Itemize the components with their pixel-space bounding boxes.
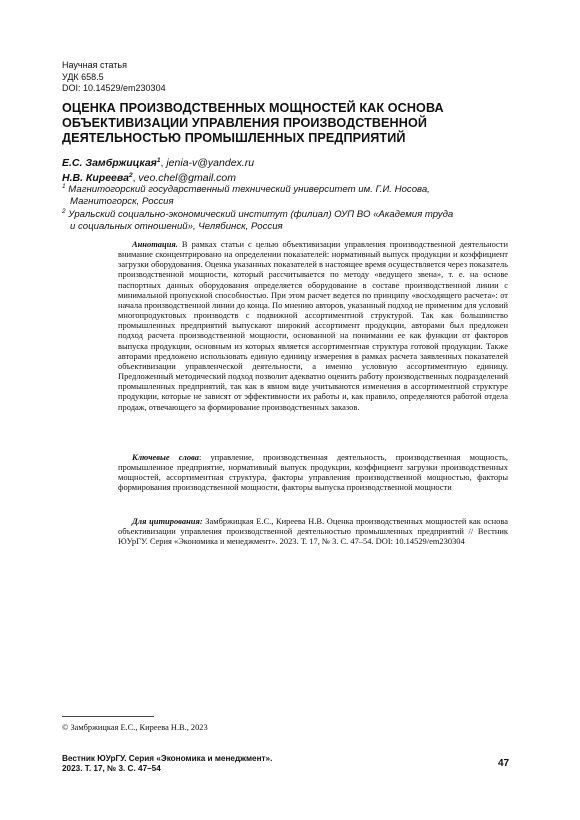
author-name: Н.В. Киреева bbox=[62, 171, 129, 184]
citation bbox=[118, 516, 508, 546]
author-email[interactable]: jenia-v@yandex.ru bbox=[166, 157, 255, 169]
citation-label: Для цитирования: bbox=[132, 516, 203, 526]
article-type: Научная статья bbox=[62, 60, 127, 70]
abstract-text: В рамках статьи с целью объективизации управления производственной деятельности внимание сконцентрировано на определении показателей: нормативный выпуск продукции и коэффициент загрузки оборудования. Оценка указанных показателей в настоящее время осуществляется через показатель производственной мощности, который рассчитывается по методу «ведущего звена», т. е. на основе паспортных данных оборудования определяется оборудование в составе производственной линии с минимальной пропускной способностью. При этом расчет ведется по принципу «восходящего расчета»: от начала производственной линии до конца. По мнению авторов, указанный подход не применим для условий многопродуктовых производств с подвижной ассортиментной структурой. Так как большинство промышленных предприятий выпускают широкий ассортимент продукции, авторами был предложен подход расчета производственной мощности, основанной на понимании ее как функции от факторов выпуска продукции, основным из которых является ассортиментная структура готовой продукции. Также авторами предложено использовать единую единицу измерения в рамках расчета заявленных показателей объективизации управленческой деятельности, а именно условную ассортиментную единицу. Предложенный методический подход позволит адекватно оценить работу производственных подразделений промышленных предприятий, так как в явном виде учитываются изменения в ассортиментной структуре продукции, которые не зависят от эффективности их работы и, как правило, определяются работой отдела продаж, отвечающего за формирование производственных заказов. bbox=[118, 239, 509, 412]
author-2: Н.В. Киреева$^2$, veo.chel@gmail.com bbox=[62, 171, 237, 184]
page-footer bbox=[62, 754, 272, 775]
affiliation-mark: 2 bbox=[62, 207, 66, 215]
affiliation-2 bbox=[62, 209, 532, 221]
keywords bbox=[118, 452, 508, 493]
citation-text: Замбржицкая Е.С., Киреева Н.В. Оценка производственных мощностей как основа объективизации управления производственной деятельностью промышленных предприятий // Вестник ЮУрГУ. Серия «Экономика и менеджмент». 2023. Т. 17, № 3. С. 47–54. DOI: 10.14529/em230304 bbox=[118, 516, 508, 547]
affiliation-1 bbox=[62, 184, 532, 196]
keywords-text: : управление, производственная деятельность, производственная мощность, промышленное предприятие, нормативный выпуск продукции, коэффициент загрузки производственных мощностей, ассортиментная структура, факторы управления производственной мощностью, факторы формирования производственной мощности, факторы выпуска производственной мощности bbox=[118, 452, 509, 493]
doi: DOI: 10.14529/em230304 bbox=[62, 83, 166, 93]
author-list bbox=[62, 156, 254, 185]
affiliation-line: Магнитогорск, Россия bbox=[70, 196, 174, 208]
author-email[interactable]: veo.chel@gmail.com bbox=[138, 171, 237, 184]
article-meta bbox=[62, 60, 166, 95]
affiliation-mark: 1 bbox=[62, 183, 66, 190]
abstract-label: Аннотация. bbox=[132, 239, 178, 249]
affiliation-line: Уральский социально-экономический институт (филиал) ОУП ВО «Академия труда bbox=[68, 208, 454, 220]
copyright: © Замбржицкая Е.С., Киреева Н.В., 2023 bbox=[62, 723, 208, 732]
page-number: 47 bbox=[498, 758, 510, 769]
affiliation-line: Магнитогорский государственный технический университет им. Г.И. Носова, bbox=[68, 184, 430, 195]
author-1: Е.С. Замбржицкая$^1$, jenia-v@yandex.ru bbox=[62, 157, 255, 169]
affiliation-list bbox=[62, 184, 532, 233]
udc-code: УДК 658.5 bbox=[62, 71, 104, 82]
footer-issue: 2023. Т. 17, № 3. С. 47–54 bbox=[62, 764, 161, 774]
author-affil-mark: 1 bbox=[156, 157, 161, 164]
article-title: ОЦЕНКА ПРОИЗВОДСТВЕННЫХ МОЩНОСТЕЙ КАК ОСНОВА ОБЪЕКТИВИЗАЦИИ УПРАВЛЕНИЯ ПРОИЗВОДСТВЕННОЙ ДЕЯТЕЛЬНОСТЬЮ ПРОМЫШЛЕННЫХ ПРЕДПРИЯТИЙ bbox=[62, 101, 444, 145]
author-affil-mark: 2 bbox=[128, 171, 133, 179]
keywords-label: Ключевые слова bbox=[132, 452, 199, 462]
author-name: Е.С. Замбржицкая bbox=[62, 157, 157, 169]
footnote-divider bbox=[62, 716, 154, 717]
abstract bbox=[118, 239, 508, 412]
footer-journal: Вестник ЮУрГУ. Серия «Экономика и менеджмент». bbox=[62, 754, 273, 763]
affiliation-line: и социальных отношений», Челябинск, Россия bbox=[70, 220, 283, 232]
